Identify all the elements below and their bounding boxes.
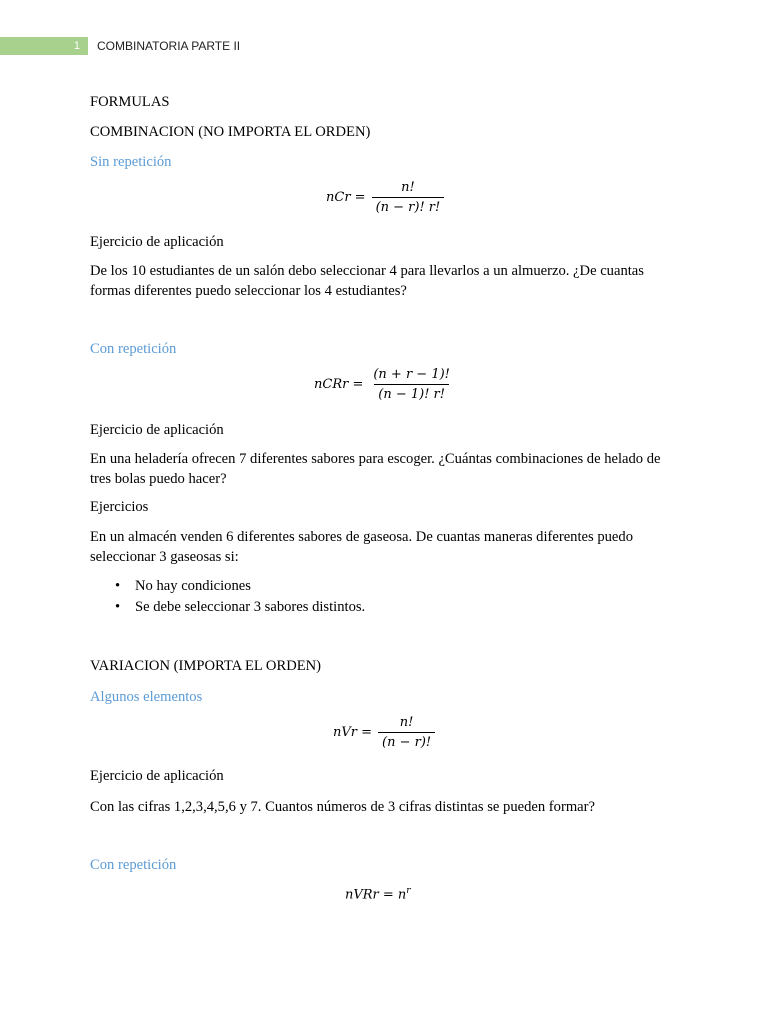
formula-variacion-sin-repeticion (333, 715, 435, 750)
formula-combinacion-sin-repeticion (326, 180, 444, 215)
subheading-sin-repeticion: Sin repetición (90, 154, 172, 170)
ejercicio-text-2: En una heladería ofrecen 7 diferentes sabores para escoger. ¿Cuántas combinaciones de helado de tres bolas puedo hacer? (90, 451, 661, 487)
formula-combinacion-con-repeticion (314, 367, 454, 402)
formula-denominator: (n − r)! (378, 732, 435, 750)
ejercicios-text: En un almacén venden 6 diferentes sabores de gaseosa. De cuantas maneras diferentes puedo seleccionar 3 gaseosas si: (90, 529, 633, 565)
combinacion-title: COMBINACION (NO IMPORTA EL ORDEN) (90, 124, 371, 140)
formula-expression (345, 886, 411, 902)
formula-variacion-con-repeticion (345, 886, 417, 902)
formula-lhs: nVr = (333, 725, 372, 740)
formula-numerator: (n + r − 1)! (373, 367, 450, 382)
list-item-text: No hay condiciones (135, 578, 251, 594)
formula-lhs: nCRr = (314, 377, 364, 392)
ejercicio-label-1: Ejercicio de aplicación (90, 234, 224, 250)
list-item (90, 576, 365, 597)
ejercicio-label-3: Ejercicio de aplicación (90, 768, 224, 784)
formula-exponent: r (406, 886, 411, 896)
list-item (90, 597, 365, 618)
subheading-con-repeticion-1: Con repetición (90, 341, 177, 357)
formula-lhs: nCr = (326, 190, 366, 205)
formula-fraction (372, 180, 445, 215)
ejercicios-list (90, 576, 365, 618)
formula-numerator: n! (401, 180, 415, 195)
ejercicios-label: Ejercicios (90, 499, 149, 515)
page-header (0, 37, 768, 55)
formula-numerator: n! (399, 715, 414, 730)
ejercicio-label-2: Ejercicio de aplicación (90, 422, 224, 438)
formula-denominator: (n − r)! r! (372, 197, 445, 215)
formula-base: nVRr = n (345, 887, 407, 903)
subheading-con-repeticion-2: Con repetición (90, 857, 177, 873)
heading-formulas: FORMULAS (90, 94, 170, 110)
bullet-icon: • (115, 578, 121, 594)
list-item-text: Se debe seleccionar 3 sabores distintos. (135, 599, 366, 615)
formula-fraction (369, 367, 454, 402)
variacion-title: VARIACION (IMPORTA EL ORDEN) (90, 658, 322, 674)
formula-denominator: (n − 1)! r! (374, 384, 449, 402)
ejercicio-text-3: Con las cifras 1,2,3,4,5,6 y 7. Cuantos números de 3 cifras distintas se pueden formar? (90, 799, 595, 815)
formula-fraction (378, 715, 435, 750)
ejercicio-text-1: De los 10 estudiantes de un salón debo seleccionar 4 para llevarlos a un almuerzo. ¿De cuantas formas diferentes puedo seleccionar los 4 estudiantes? (90, 263, 644, 299)
header-title: COMBINATORIA PARTE II (97, 39, 241, 53)
subheading-algunos-elementos: Algunos elementos (90, 689, 203, 705)
bullet-icon: • (115, 599, 121, 615)
page-number: 1 (0, 37, 88, 55)
